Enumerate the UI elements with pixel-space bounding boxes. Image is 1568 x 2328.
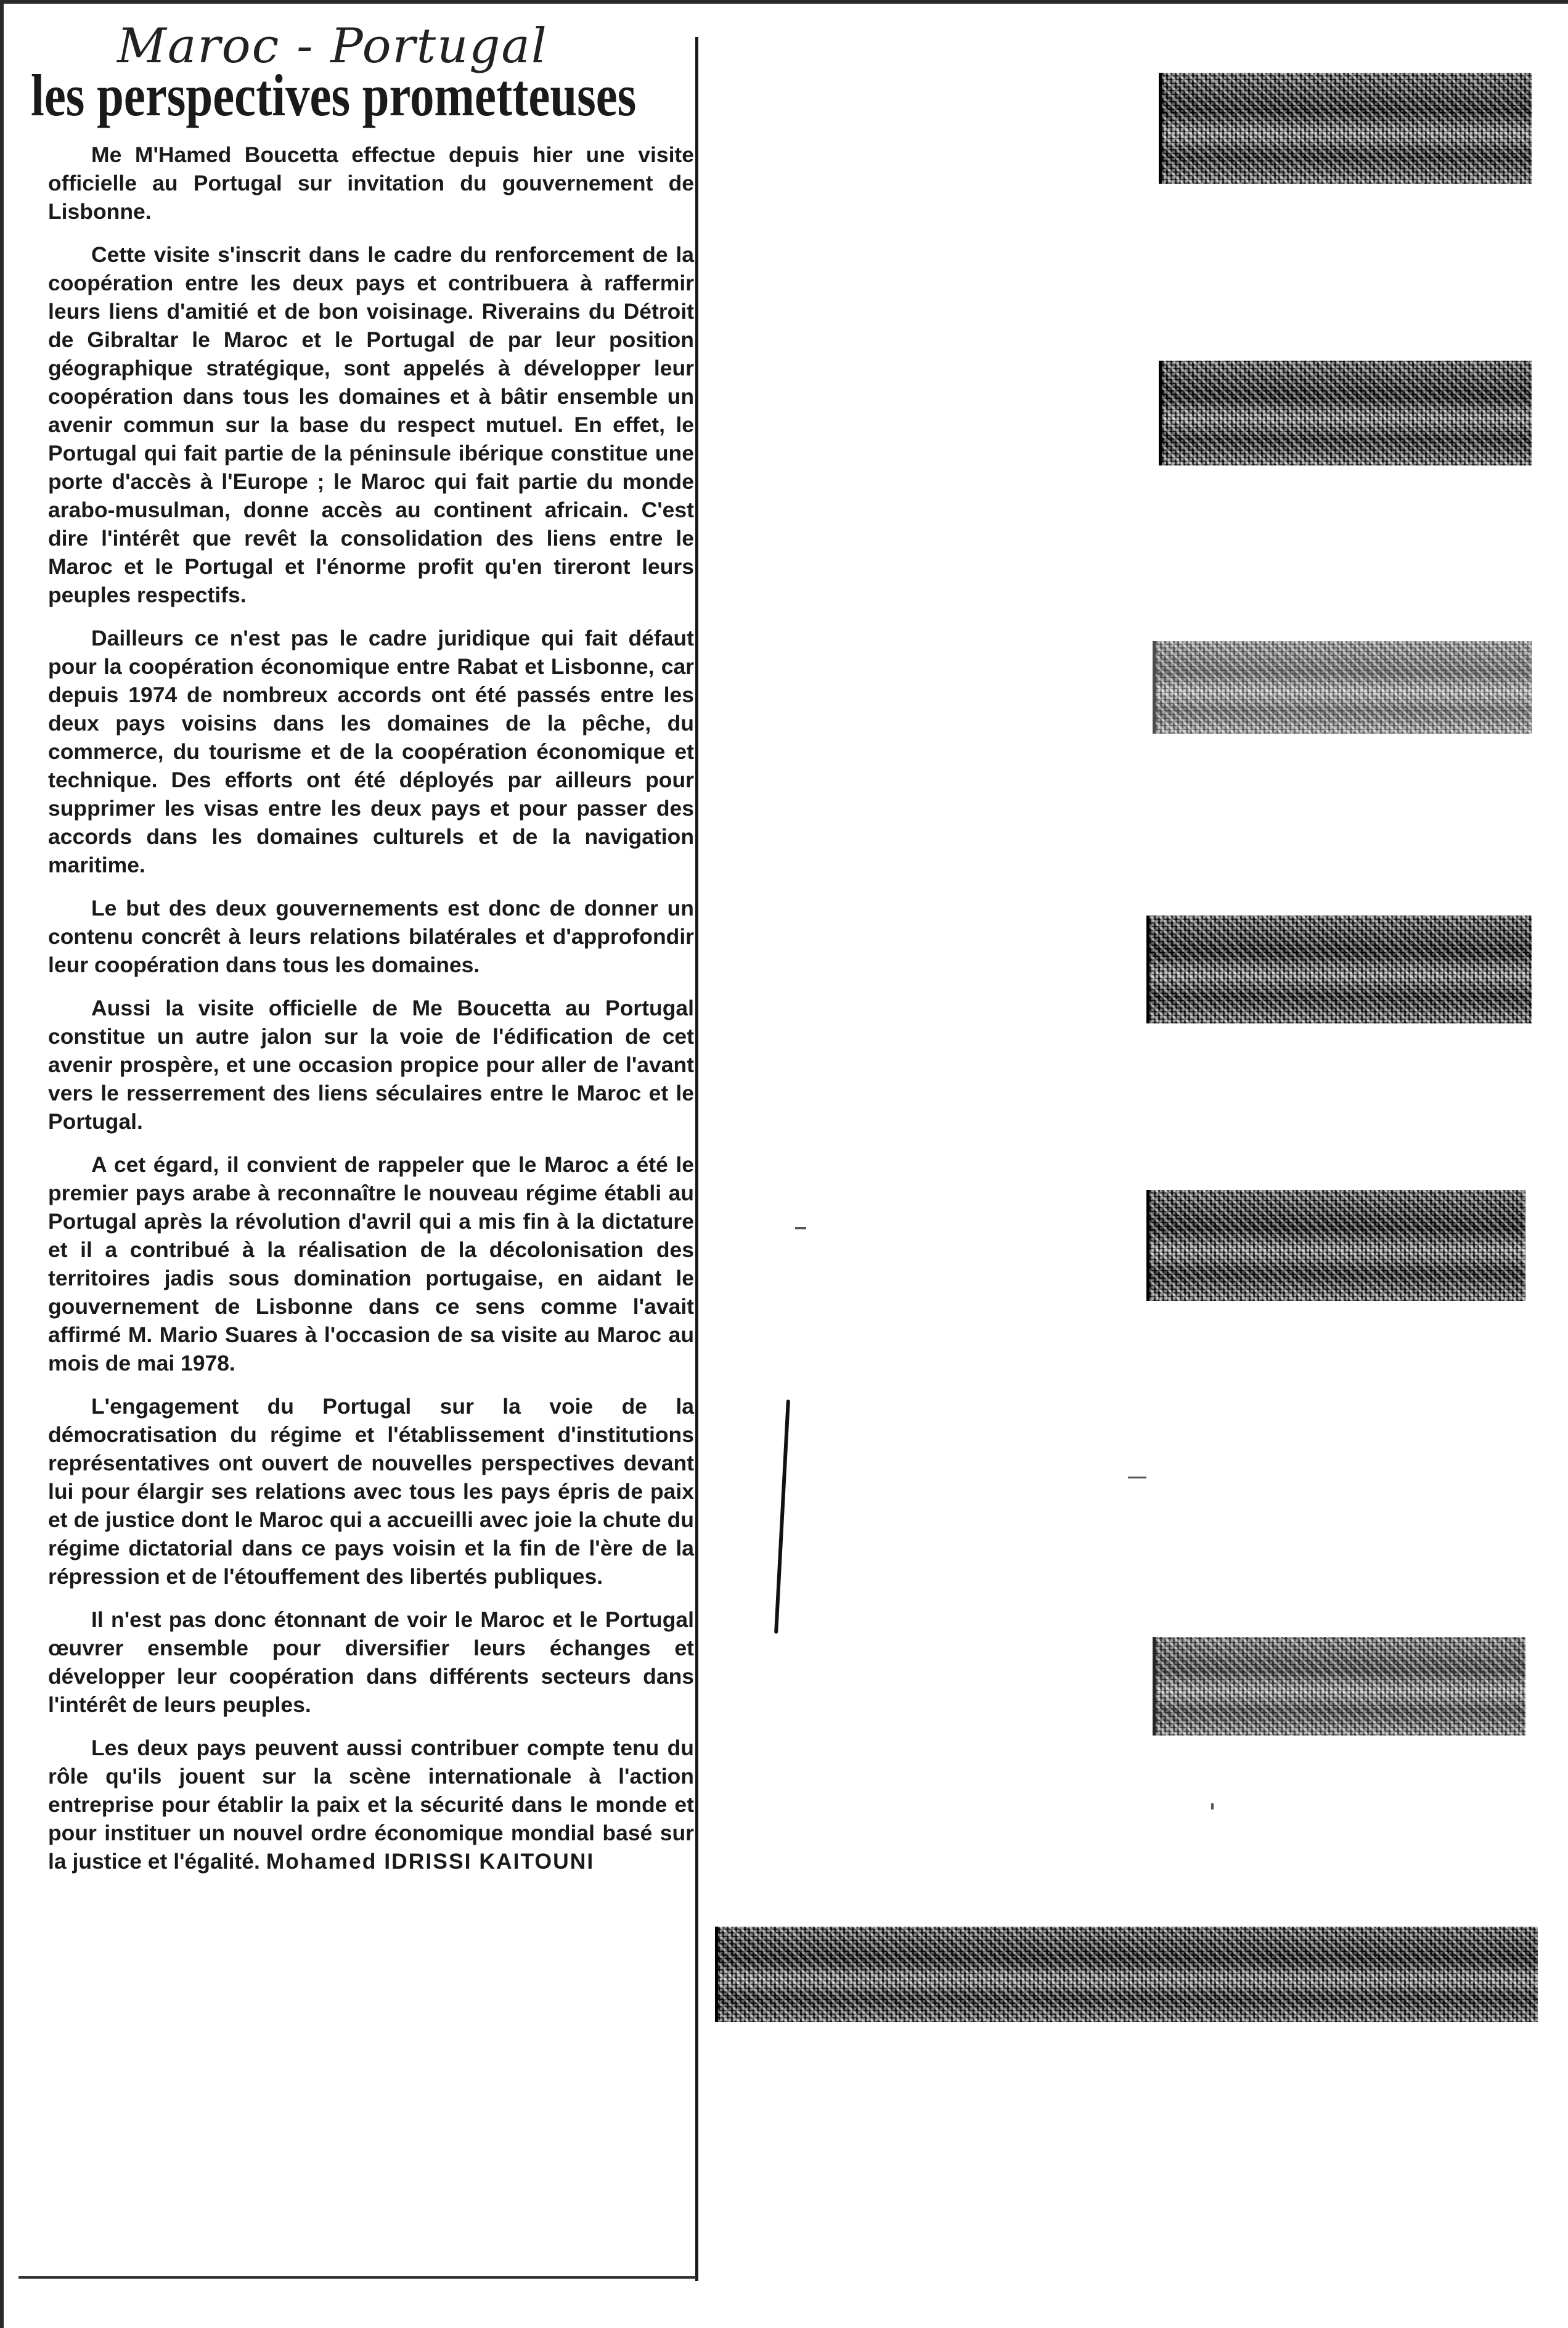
halftone-strip-6 — [1153, 1637, 1525, 1736]
paragraph-text: Les deux pays peuvent aussi contribuer compte tenu du rôle qu'ils jouent sur la scène internationale à l'action entreprise pour établir la paix et la sécurité dans le monde et pour instituer un nouvel ordre économique mondial basé sur la justice et l'égalité. — [48, 1736, 694, 1874]
halftone-strip-5 — [1146, 1190, 1525, 1301]
article-body — [48, 141, 694, 1890]
paragraph-last — [48, 1734, 694, 1875]
paragraph: Me M'Hamed Boucetta effectue depuis hier une visite officielle au Portugal sur invitation du gouvernement de Lisbonne. — [48, 142, 694, 224]
halftone-strip-2 — [1159, 361, 1532, 465]
newspaper-clipping — [0, 0, 700, 2275]
handwritten-note: Maroc - Portugal — [117, 18, 548, 74]
speck — [795, 1227, 806, 1229]
paragraph: Cette visite s'inscrit dans le cadre du renforcement de la coopération entre les deux pays et contribuera à raffermir leurs liens d'amitié et de bon voisinage. Riverains du Détroit de Gibraltar le Maroc et le Portugal de par leur position géographique stratégique, sont appelés à développer leur coopération dans tous les domaines et à bâtir ensemble un avenir commun sur la base du respect mutuel. En effet, le Portugal qui fait partie de la péninsule ibérique constitue une porte d'accès à l'Europe ; le Maroc qui fait partie du monde arabo-musulman, donne accès au continent africain. C'est dire l'intérêt que revêt la consolidation des liens entre le Maroc et le Portugal et l'énorme profit qu'en tireront leurs peuples respectifs. — [48, 242, 694, 607]
speck — [1128, 1477, 1146, 1478]
halftone-strip-3 — [1153, 641, 1532, 734]
bottom-rule — [18, 2276, 696, 2279]
paragraph: Aussi la visite officielle de Me Boucetta au Portugal constitue un autre jalon sur la voie de l'édification de cet avenir prospère, et une occasion propice pour aller de l'avant vers le resserrement des liens séculaires entre le Maroc et le Portugal. — [48, 996, 694, 1134]
halftone-strip-4 — [1146, 916, 1532, 1023]
headline: les perspectives prometteuses — [31, 62, 637, 128]
pen-mark — [774, 1400, 790, 1634]
paragraph: L'engagement du Portugal sur la voie de la démocratisation du régime et l'établissement d'institutions représentatives ont ouvert de nouvelles perspectives devant lui pour élargir ses relations avec tous les pays épris de paix et de justice dont le Maroc qui a accueilli avec joie la chute du régime dictatorial dans ce pays voisin et la fin de l'ère de la répression et de l'étouffement des libertés publiques. — [48, 1394, 694, 1589]
column-rule — [695, 37, 698, 2281]
halftone-strip-1 — [1159, 73, 1532, 184]
halftone-strip-7 — [715, 1927, 1538, 2022]
paragraph: Dailleurs ce n'est pas le cadre juridique qui fait défaut pour la coopération économique entre Rabat et Lisbonne, car depuis 1974 de nombreux accords ont été passés entre les deux pays voisins dans les domaines de la pêche, du commerce, du tourisme et de la coopération économique et technique. Des efforts ont été déployés par ailleurs pour supprimer les visas entre les deux pays et pour passer des accords dans les domaines culturels et de la navigation maritime. — [48, 626, 694, 877]
author-signature: Mohamed IDRISSI KAITOUNI — [266, 1849, 595, 1874]
paragraph: Il n'est pas donc étonnant de voir le Maroc et le Portugal œuvrer ensemble pour diversifier leurs échanges et développer leur coopération dans différents secteurs dans l'intérêt de leurs peuples. — [48, 1607, 694, 1717]
paragraph: Le but des deux gouvernements est donc de donner un contenu concrêt à leurs relations bilatérales et d'approfondir leur coopération dans tous les domaines. — [48, 896, 694, 977]
paragraph: A cet égard, il convient de rappeler que le Maroc a été le premier pays arabe à reconnaître le nouveau régime établi au Portugal après la révolution d'avril qui a mis fin à la dictature et il a contribué à la réalisation de la décolonisation des territoires jadis sous domination portugaise, en aidant le gouvernement de Lisbonne dans ce sens comme l'avait affirmé M. Mario Suares à l'occasion de sa visite au Maroc au mois de mai 1978. — [48, 1152, 694, 1375]
speck — [1211, 1803, 1214, 1810]
